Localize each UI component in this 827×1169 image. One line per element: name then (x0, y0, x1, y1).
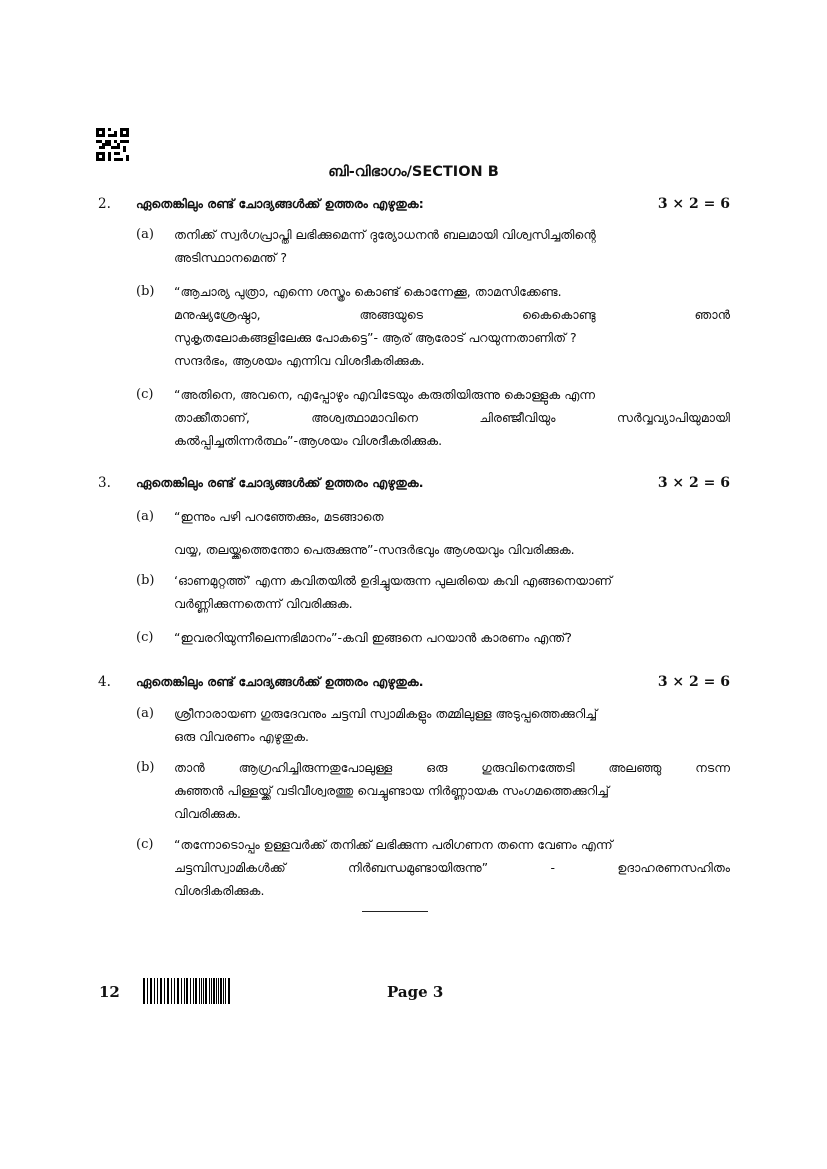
sub-question-line: വിവരിക്കുക. (174, 806, 241, 821)
question-number: 4. (98, 674, 111, 690)
question-header (98, 475, 730, 497)
sub-question-line: അടിസ്ഥാനമെന്ത് ? (174, 250, 287, 265)
section-title: ബി-വിഭാഗം/SECTION B (328, 164, 499, 180)
question-header (98, 196, 730, 218)
sub-question-line: “ഇന്നും പഴി പറഞ്ഞേക്കും, മടങ്ങാതെ (174, 509, 384, 524)
question-instruction: ഏതെങ്കിലും രണ്ട് ചോദ്യങ്ങൾക്ക് ഉത്തരം എഴുതുക. (136, 475, 424, 490)
page-number: Page 3 (387, 983, 444, 1001)
qr-code-icon (96, 128, 129, 161)
question-instruction: ഏതെങ്കിലും രണ്ട് ചോദ്യങ്ങൾക്ക് ഉത്തരം എഴുതുക. (136, 674, 424, 689)
sub-question-line: താൻ ആഗ്രഹിച്ചിരുന്നതുപോലുള്ള ഒരു ഗുരുവിനെത്തേടി അലഞ്ഞു നടന്ന (174, 760, 730, 775)
sub-question-line: “തന്നോടൊപ്പം ഉള്ളവർക്ക് തനിക്ക് ലഭിക്കുന്ന പരിഗണന തന്നെ വേണം എന്ന് (174, 837, 613, 852)
question-marks: 3 × 2 = 6 (657, 196, 730, 212)
sub-question-line: ഒരു വിവരണം എഴുതുക. (174, 729, 310, 744)
sub-question-label: (c) (136, 387, 154, 402)
sub-question-b (136, 756, 730, 825)
sub-question-line: വർണ്ണിക്കുന്നതെന്ന് വിവരിക്കുക. (174, 596, 353, 611)
question-number: 3. (98, 475, 111, 491)
question-header (98, 674, 730, 696)
sub-question-a (136, 505, 730, 561)
sub-question-b (136, 569, 730, 615)
question-instruction: ഏതെങ്കിലും രണ്ട് ചോദ്യങ്ങൾക്ക് ഉത്തരം എഴുതുക: (136, 196, 424, 211)
sub-question-label: (a) (136, 706, 154, 721)
question-4 (98, 674, 730, 902)
sub-question-label: (a) (136, 227, 154, 242)
question-2 (98, 196, 730, 452)
sub-question-line: “ഇവരറിയുന്നീലെന്നഭിമാനം”-കവി ഇങ്ങനെ പറയാൻ കാരണം എന്ത്? (174, 630, 572, 645)
sub-question-line: തനിക്ക് സ്വർഗപ്രാപ്തി ലഭിക്കുമെന്ന് ദുര്യോധനൻ ബലമായി വിശ്വസിച്ചതിന്റെ (174, 227, 596, 242)
sub-question-label: (c) (136, 630, 154, 645)
sub-question-label: (a) (136, 509, 154, 524)
sub-question-line: “ആചാര്യ പുത്രാ, എന്നെ ശസ്ത്രം കൊണ്ട് കൊന്നേക്കൂ, താമസിക്കേണ്ട. (174, 284, 562, 299)
sub-question-line: മനുഷ്യശ്രേഷ്ഠാ, അങ്ങയുടെ കൈകൊണ്ടു ഞാൻ (174, 307, 730, 322)
sub-question-line: ‘ഓണമുറ്റത്ത്’ എന്ന കവിതയിൽ ഉദിച്ചുയരുന്ന പുലരിയെ കവി എങ്ങനെയാണ് (174, 573, 613, 588)
sub-question-line: താക്കീതാണ്, അശ്വത്ഥാമാവിനെ ചിരഞ്ജീവിയും സർവ്വവ്യാപിയുമായി (174, 410, 730, 425)
sub-question-line: “അതിനെ, അവനെ, എപ്പോഴും എവിടേയും കരുതിയിരുന്നു കൊള്ളുക എന്ന (174, 387, 595, 402)
sub-question-line: വിശദികരിക്കുക. (174, 883, 265, 898)
sub-question-line: സന്ദർഭം, ആശയം എന്നിവ വിശദീകരിക്കുക. (174, 353, 425, 368)
sub-question-b (136, 280, 730, 372)
sub-question-c (136, 833, 730, 902)
sub-question-line: കൽപ്പിച്ചതിന്നർത്ഥം”-ആശയം വിശദീകരിക്കുക. (174, 433, 443, 448)
sub-question-a (136, 223, 730, 269)
sub-question-label: (c) (136, 837, 154, 852)
barcode-icon (143, 978, 231, 1004)
sub-question-c (136, 626, 730, 649)
sub-question-line: വയ്യ, തലയ്ക്കത്തെന്തോ പെരുക്കുന്നു”-സന്ദർഭവും ആശയവും വിവരിക്കുക. (174, 542, 575, 557)
question-number: 2. (98, 196, 111, 212)
question-marks: 3 × 2 = 6 (657, 674, 730, 690)
question-3 (98, 475, 730, 649)
sub-question-line: സുകൃതലോകങ്ങളിലേക്കു പോകട്ടെ”- ആര് ആരോട് പറയുന്നതാണിത് ? (174, 330, 577, 345)
sub-question-a (136, 702, 730, 748)
question-marks: 3 × 2 = 6 (657, 475, 730, 491)
sub-question-label: (b) (136, 284, 155, 299)
footer-code: 12 (99, 983, 120, 1001)
sub-question-line: ചട്ടമ്പിസ്വാമികൾക്ക് നിർബന്ധമുണ്ടായിരുന്നു” - ഉദാഹരണസഹിതം (174, 860, 730, 875)
sub-question-label: (b) (136, 573, 155, 588)
sub-question-label: (b) (136, 760, 155, 775)
sub-question-line: കുഞ്ഞൻ പിള്ളയ്ക്ക് വടിവീശ്വരത്തു വെച്ചുണ്ടായ നിർണ്ണായക സംഗമത്തെക്കുറിച്ച് (174, 783, 609, 798)
end-divider (362, 911, 428, 912)
sub-question-c (136, 383, 730, 452)
sub-question-line: ശ്രീനാരായണ ഗുരുദേവനും ചട്ടമ്പി സ്വാമികളും തമ്മിലുള്ള അടുപ്പത്തെക്കുറിച്ച് (174, 706, 598, 721)
